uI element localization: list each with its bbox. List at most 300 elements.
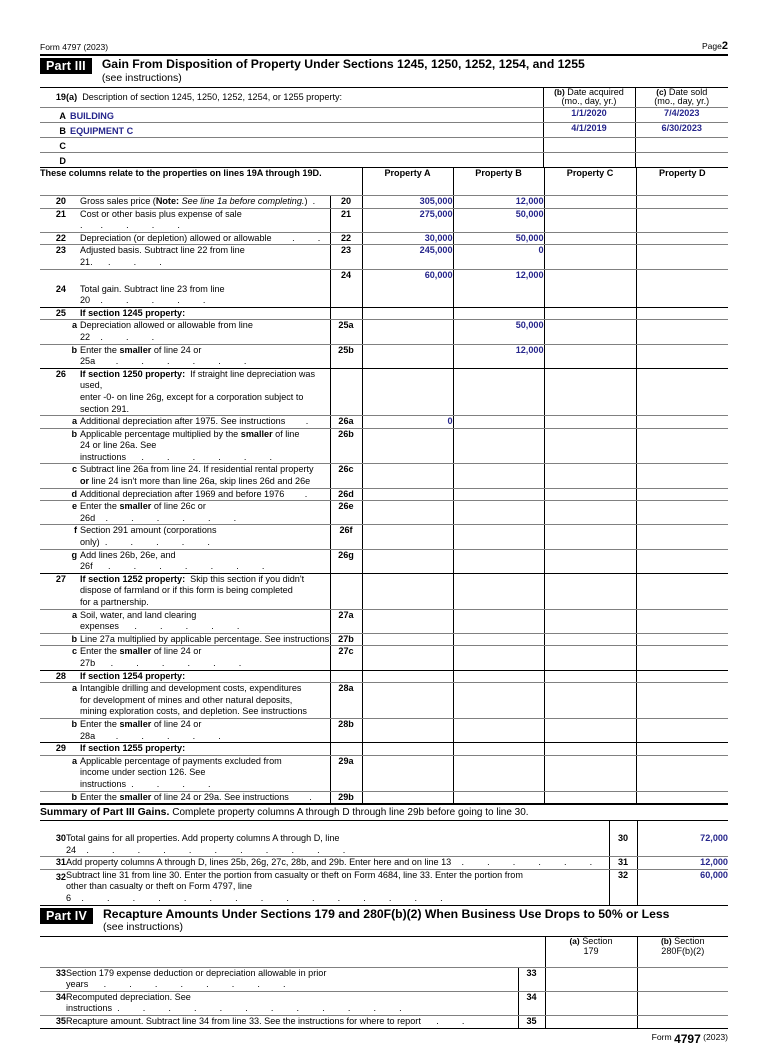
line-label: Subtract line 31 from line 30. Enter the portion from casualty or theft on Form 4684, line 33. Enter the portion from other than casualty or theft on Form 4797, line 6 . . . . . . . . . . . . . . . [66, 869, 609, 905]
value-28b-b[interactable] [453, 718, 544, 742]
value-26a-c[interactable] [544, 416, 636, 429]
leader-dots: . . . . . . . . . . . . . . . [71, 893, 446, 904]
part4-tag: Part IV [40, 908, 93, 924]
leader-dots: . [284, 488, 310, 499]
part4-title: Recapture Amounts Under Sections 179 and 280F(b)(2) When Business Use Drops to 50% or Less [103, 906, 670, 921]
footer-form-number: 4797 [674, 1031, 701, 1046]
line-sub-letter [66, 573, 80, 609]
line-number: 20 [40, 196, 66, 209]
value-28b-d[interactable] [636, 718, 728, 742]
line-label: Enter the smaller of line 24 or 28a . . . . . [80, 718, 330, 742]
table-row [40, 464, 728, 488]
leader-dots: . . [271, 232, 323, 243]
spacer-cell [637, 821, 728, 833]
line-box-label: 26e [330, 501, 362, 525]
value-25b-a[interactable] [362, 344, 453, 368]
line-box-label [330, 573, 362, 609]
line-label: Depreciation (or depletion) allowed or allowable . . [80, 232, 330, 245]
table-row [40, 683, 728, 719]
line-box-label [330, 307, 362, 320]
property-header-d: Property D [636, 168, 728, 196]
value-27a-c[interactable] [544, 609, 636, 633]
line-sub-letter [66, 196, 80, 209]
line-number: 30 [40, 833, 66, 857]
value-25a-b[interactable]: 50,000 [453, 320, 544, 344]
property-header-c: Property C [544, 168, 636, 196]
line-box-label: 26b [330, 428, 362, 464]
table-row [40, 609, 728, 633]
line-sub-letter: c [66, 646, 80, 670]
value-26d-c[interactable] [544, 488, 636, 501]
part3-tag: Part III [40, 58, 92, 74]
value-21-a[interactable]: 275,000 [362, 208, 453, 232]
value-line-34-b[interactable] [637, 991, 728, 1015]
line-box-label: 20 [330, 196, 362, 209]
table-row [40, 646, 728, 670]
line-box-label: 21 [330, 208, 362, 232]
value-27b-a[interactable] [362, 633, 453, 646]
line19-description-a[interactable]: BUILDING [66, 107, 543, 122]
line-box-label: 29b [330, 791, 362, 804]
value-26g-c[interactable] [544, 549, 636, 573]
line19-row-letter: B [40, 122, 66, 137]
value-22-a[interactable]: 30,000 [362, 232, 453, 245]
line-sub-letter [66, 208, 80, 232]
value-20-a[interactable]: 305,000 [362, 196, 453, 209]
value-29b-b[interactable] [453, 791, 544, 804]
line-label: Section 179 expense deduction or depreciation allowable in prior years . . . . . . . . [66, 967, 518, 991]
line-sub-letter: b [66, 633, 80, 646]
leader-dots: . . . . . . . . . . . [76, 844, 348, 855]
table-row [40, 245, 728, 269]
line19-table [40, 88, 728, 168]
value-20-b[interactable]: 12,000 [453, 196, 544, 209]
table-row [40, 670, 728, 683]
value-21-c[interactable] [544, 208, 636, 232]
value-25-c[interactable] [544, 307, 636, 320]
line-number: 24 [40, 269, 66, 307]
spacer-cell [40, 937, 545, 967]
line19-description-b[interactable]: EQUIPMENT C [66, 122, 543, 137]
value-21-d[interactable] [636, 208, 728, 232]
value-28-a[interactable] [362, 670, 453, 683]
line19-sold-a[interactable]: 7/4/2023 [635, 107, 728, 122]
table-row [40, 755, 728, 791]
line-number: 27 [40, 573, 66, 609]
line-number [40, 549, 66, 573]
table-row [40, 549, 728, 573]
line-label: Add lines 26b, 26e, and 26f . . . . . . . [80, 549, 330, 573]
value-29b-c[interactable] [544, 791, 636, 804]
value-26g-b[interactable] [453, 549, 544, 573]
value-26f-b[interactable] [453, 525, 544, 549]
line-box-label: 31 [609, 857, 637, 870]
table-row [40, 196, 728, 209]
value-26c-d[interactable] [636, 464, 728, 488]
value-29-d[interactable] [636, 743, 728, 756]
line-sub-letter [66, 245, 80, 269]
table-row [40, 1016, 728, 1029]
line-box-label: 26a [330, 416, 362, 429]
value-line-35-a[interactable] [545, 1016, 637, 1029]
line19-acquired-c[interactable] [543, 137, 635, 152]
line-number [40, 755, 66, 791]
line-label: If section 1255 property: [80, 743, 330, 756]
table-row [40, 307, 728, 320]
line-sub-letter: a [66, 683, 80, 719]
line-sub-letter [66, 269, 80, 307]
value-27b-b[interactable] [453, 633, 544, 646]
leader-dots: . [307, 196, 318, 206]
part4-col-a-header: (a) Section 179 [545, 937, 637, 967]
line-sub-letter: a [66, 320, 80, 344]
line-label: Enter the smaller of line 24 or 29a. See instructions . [80, 791, 330, 804]
value-28a-c[interactable] [544, 683, 636, 719]
line-box-label: 22 [330, 232, 362, 245]
spacer-cell [40, 821, 66, 833]
leader-dots: . . . . . . . [92, 561, 267, 572]
value-26-c[interactable] [544, 368, 636, 415]
value-26-a[interactable] [362, 368, 453, 415]
value-28a-d[interactable] [636, 683, 728, 719]
line-box-label: 26f [330, 525, 362, 549]
value-27-d[interactable] [636, 573, 728, 609]
line-number: 25 [40, 307, 66, 320]
line-box-label: 28a [330, 683, 362, 719]
value-26-b[interactable] [453, 368, 544, 415]
property-header-a: Property A [362, 168, 453, 196]
table-row [40, 368, 728, 415]
line-label: Enter the smaller of line 24 or 27b . . . . . . [80, 646, 330, 670]
line-sub-letter: c [66, 464, 80, 488]
value-26d-a[interactable] [362, 488, 453, 501]
line-sub-letter [66, 368, 80, 415]
line-box-label: 23 [330, 245, 362, 269]
leader-dots: . . . . . . [451, 857, 595, 868]
value-26c-b[interactable] [453, 464, 544, 488]
value-26a-a[interactable]: 0 [362, 416, 453, 429]
value-23-d[interactable] [636, 245, 728, 269]
spacer-cell [330, 168, 362, 196]
line-box-label [330, 743, 362, 756]
line-box-label [330, 670, 362, 683]
spacer-cell [66, 821, 609, 833]
value-20-d[interactable] [636, 196, 728, 209]
value-line-30[interactable]: 72,000 [637, 833, 728, 857]
leader-dots: . [288, 791, 315, 802]
value-21-b[interactable]: 50,000 [453, 208, 544, 232]
line-sub-letter: e [66, 501, 80, 525]
columns-note: These columns relate to the properties on lines 19A through 19D. [40, 168, 330, 196]
line-label: If section 1252 property: Skip this section if you didn't dispose of farmland or if this form is being completed for a partnership. [80, 573, 330, 609]
line-number [40, 344, 66, 368]
line-number [40, 428, 66, 464]
line-number: 28 [40, 670, 66, 683]
line-number: 29 [40, 743, 66, 756]
value-29a-d[interactable] [636, 755, 728, 791]
table-row [40, 501, 728, 525]
value-27c-a[interactable] [362, 646, 453, 670]
line-number [40, 609, 66, 633]
line19-acquired-a[interactable]: 1/1/2020 [543, 107, 635, 122]
value-26a-b[interactable] [453, 416, 544, 429]
line-sub-letter: a [66, 609, 80, 633]
value-25a-d[interactable] [636, 320, 728, 344]
line-label: If section 1254 property: [80, 670, 330, 683]
line-label: Enter the smaller of line 26c or 26d . . . . . . [80, 501, 330, 525]
value-29-b[interactable] [453, 743, 544, 756]
value-line-32[interactable]: 60,000 [637, 869, 728, 905]
value-27c-d[interactable] [636, 646, 728, 670]
line-label: Additional depreciation after 1975. See instructions . [80, 416, 330, 429]
line-number: 35 [40, 1016, 66, 1029]
value-25b-b[interactable]: 12,000 [453, 344, 544, 368]
value-23-a[interactable]: 245,000 [362, 245, 453, 269]
line19-row-letter: D [40, 152, 66, 167]
leader-dots: . . . . . [99, 537, 213, 548]
table-row [40, 869, 728, 905]
table-row [40, 122, 728, 137]
value-23-c[interactable] [544, 245, 636, 269]
line-label: Subtract line 26a from line 24. If residential rental property or line 24 isn't more than line 26a, skip lines 26d and 26e [80, 464, 330, 488]
leader-dots: . . . [90, 331, 157, 342]
table-row [40, 743, 728, 756]
value-27a-d[interactable] [636, 609, 728, 633]
line19-acquired-d[interactable] [543, 152, 635, 167]
value-26f-d[interactable] [636, 525, 728, 549]
line-number [40, 718, 66, 742]
table-row [40, 718, 728, 742]
line-sub-letter: f [66, 525, 80, 549]
table-row [40, 208, 728, 232]
value-27c-c[interactable] [544, 646, 636, 670]
part3-header [40, 54, 728, 88]
value-28b-c[interactable] [544, 718, 636, 742]
table-row [40, 967, 728, 991]
line-box-label: 26g [330, 549, 362, 573]
part3-title: Gain From Disposition of Property Under Sections 1245, 1250, 1252, 1254, and 1255 [101, 57, 585, 71]
value-line-31[interactable]: 12,000 [637, 857, 728, 870]
table-row [40, 633, 728, 646]
line-sub-letter: b [66, 791, 80, 804]
value-26d-d[interactable] [636, 488, 728, 501]
value-26b-a[interactable] [362, 428, 453, 464]
line19-col-b-header: (b) Date acquired (mo., day, yr.) [543, 88, 635, 108]
summary-title: Summary of Part III Gains. [40, 807, 170, 819]
line-number [40, 525, 66, 549]
value-25-d[interactable] [636, 307, 728, 320]
line19-sold-c[interactable] [635, 137, 728, 152]
value-26e-a[interactable] [362, 501, 453, 525]
line-box-label: 34 [518, 991, 545, 1015]
value-26f-a[interactable] [362, 525, 453, 549]
line19-acquired-b[interactable]: 4/1/2019 [543, 122, 635, 137]
line-sub-letter [66, 743, 80, 756]
line19-sold-b[interactable]: 6/30/2023 [635, 122, 728, 137]
line-box-label: 35 [518, 1016, 545, 1029]
line-sub-letter: g [66, 549, 80, 573]
line-number: 33 [40, 967, 66, 991]
leader-dots: . . . . . . [95, 512, 239, 523]
value-23-b[interactable]: 0 [453, 245, 544, 269]
part4-header-row [40, 937, 728, 967]
value-27b-d[interactable] [636, 633, 728, 646]
line-label: If section 1245 property: [80, 307, 330, 320]
value-25b-d[interactable] [636, 344, 728, 368]
value-26a-d[interactable] [636, 416, 728, 429]
line-sub-letter: a [66, 416, 80, 429]
leader-dots: . . . . . [80, 220, 183, 231]
line-number: 22 [40, 232, 66, 245]
line-number: 23 [40, 245, 66, 269]
leader-dots: . . . . . . [95, 657, 244, 668]
value-26b-d[interactable] [636, 428, 728, 464]
table-row [40, 107, 728, 122]
page-footer [40, 1029, 728, 1046]
line-label: Enter the smaller of line 24 or 25a . . . . . . [80, 344, 330, 368]
value-29b-a[interactable] [362, 791, 453, 804]
line-sub-letter [66, 307, 80, 320]
line-label: Soil, water, and land clearing expenses . . . . . [80, 609, 330, 633]
value-line-33-b[interactable] [637, 967, 728, 991]
value-26e-d[interactable] [636, 501, 728, 525]
table-row [40, 573, 728, 609]
value-24-d[interactable] [636, 269, 728, 307]
value-27c-b[interactable] [453, 646, 544, 670]
line-sub-letter: d [66, 488, 80, 501]
line19-description-d[interactable] [66, 152, 543, 167]
value-26f-c[interactable] [544, 525, 636, 549]
table-row [40, 152, 728, 167]
line-label: Applicable percentage of payments excluded from income under section 126. See instructions . . . . [80, 755, 330, 791]
value-line-33-a[interactable] [545, 967, 637, 991]
property-header-row [40, 168, 728, 196]
value-25a-c[interactable] [544, 320, 636, 344]
line-sub-letter: b [66, 428, 80, 464]
value-22-d[interactable] [636, 232, 728, 245]
line-number [40, 633, 66, 646]
part4-table [40, 937, 728, 1028]
value-29b-d[interactable] [636, 791, 728, 804]
value-26g-a[interactable] [362, 549, 453, 573]
value-line-34-a[interactable] [545, 991, 637, 1015]
leader-dots: . . . . . [90, 295, 209, 306]
line19-description-c[interactable] [66, 137, 543, 152]
value-28-c[interactable] [544, 670, 636, 683]
table-row [40, 232, 728, 245]
line-label: Intangible drilling and development costs, expenditures for development of mines and other natural deposits, mining exploration costs, and depletion. See instructions [80, 683, 330, 719]
line-label: Add property columns A through D, lines 25b, 26g, 27c, 28b, and 29b. Enter here and on line 13 . . . . . . [66, 857, 609, 870]
value-22-b[interactable]: 50,000 [453, 232, 544, 245]
value-28-b[interactable] [453, 670, 544, 683]
part4-subtitle: (see instructions) [103, 921, 183, 934]
value-26b-c[interactable] [544, 428, 636, 464]
value-25b-c[interactable] [544, 344, 636, 368]
value-26b-b[interactable] [453, 428, 544, 464]
line-label: Total gain. Subtract line 23 from line 20 . . . . . [80, 269, 330, 307]
line-box-label: 26d [330, 488, 362, 501]
line-box-label: 27c [330, 646, 362, 670]
footer-prefix: Form [651, 1031, 672, 1042]
table-row [40, 991, 728, 1015]
property-grid [40, 168, 728, 805]
value-24-c[interactable] [544, 269, 636, 307]
value-26-d[interactable] [636, 368, 728, 415]
value-29-c[interactable] [544, 743, 636, 756]
value-27-a[interactable] [362, 573, 453, 609]
value-27a-b[interactable] [453, 609, 544, 633]
value-27a-a[interactable] [362, 609, 453, 633]
line-label: Depreciation allowed or allowable from line 22 . . . [80, 320, 330, 344]
line-box-label: 25a [330, 320, 362, 344]
line-sub-letter: b [66, 344, 80, 368]
line-sub-letter [66, 232, 80, 245]
line-box-label: 32 [609, 869, 637, 905]
leader-dots: . . . . . . [126, 451, 275, 462]
leader-dots: . . . . [126, 778, 214, 789]
totals-spacer-row [40, 821, 728, 833]
value-27-b[interactable] [453, 573, 544, 609]
form-id-label: Form 4797 (2023) [40, 42, 109, 52]
value-28b-a[interactable] [362, 718, 453, 742]
line-number [40, 464, 66, 488]
value-29a-c[interactable] [544, 755, 636, 791]
value-25-a[interactable] [362, 307, 453, 320]
leader-dots: . [285, 416, 311, 427]
line19-row-letter: C [40, 137, 66, 152]
line-box-label [330, 368, 362, 415]
line19-header-row [40, 88, 728, 108]
line-number [40, 416, 66, 429]
value-25-b[interactable] [453, 307, 544, 320]
value-26e-b[interactable] [453, 501, 544, 525]
value-26g-d[interactable] [636, 549, 728, 573]
value-29a-a[interactable] [362, 755, 453, 791]
table-row [40, 320, 728, 344]
value-24-b[interactable]: 12,000 [453, 269, 544, 307]
line19-sold-d[interactable] [635, 152, 728, 167]
value-25a-a[interactable] [362, 320, 453, 344]
leader-dots: . . . . . [118, 621, 242, 632]
spacer-cell [609, 821, 637, 833]
line-box-label: 27b [330, 633, 362, 646]
value-26c-a[interactable] [362, 464, 453, 488]
value-29-a[interactable] [362, 743, 453, 756]
value-27b-c[interactable] [544, 633, 636, 646]
line19-number: 19 [40, 88, 66, 108]
value-27-c[interactable] [544, 573, 636, 609]
value-28a-b[interactable] [453, 683, 544, 719]
value-26d-b[interactable] [453, 488, 544, 501]
line-number [40, 320, 66, 344]
value-20-c[interactable] [544, 196, 636, 209]
value-29a-b[interactable] [453, 755, 544, 791]
value-26e-c[interactable] [544, 501, 636, 525]
line-number [40, 791, 66, 804]
leader-dots: . . . . . . . . [88, 979, 289, 990]
value-24-a[interactable]: 60,000 [362, 269, 453, 307]
line-label: Adjusted basis. Subtract line 22 from line 21. . . . [80, 245, 330, 269]
value-28a-a[interactable] [362, 683, 453, 719]
value-line-35-b[interactable] [637, 1016, 728, 1029]
value-26c-c[interactable] [544, 464, 636, 488]
value-22-c[interactable] [544, 232, 636, 245]
value-28-d[interactable] [636, 670, 728, 683]
table-row [40, 833, 728, 857]
line-sub-letter: a [66, 755, 80, 791]
page-header [40, 0, 728, 54]
leader-dots: . . [420, 1016, 467, 1027]
